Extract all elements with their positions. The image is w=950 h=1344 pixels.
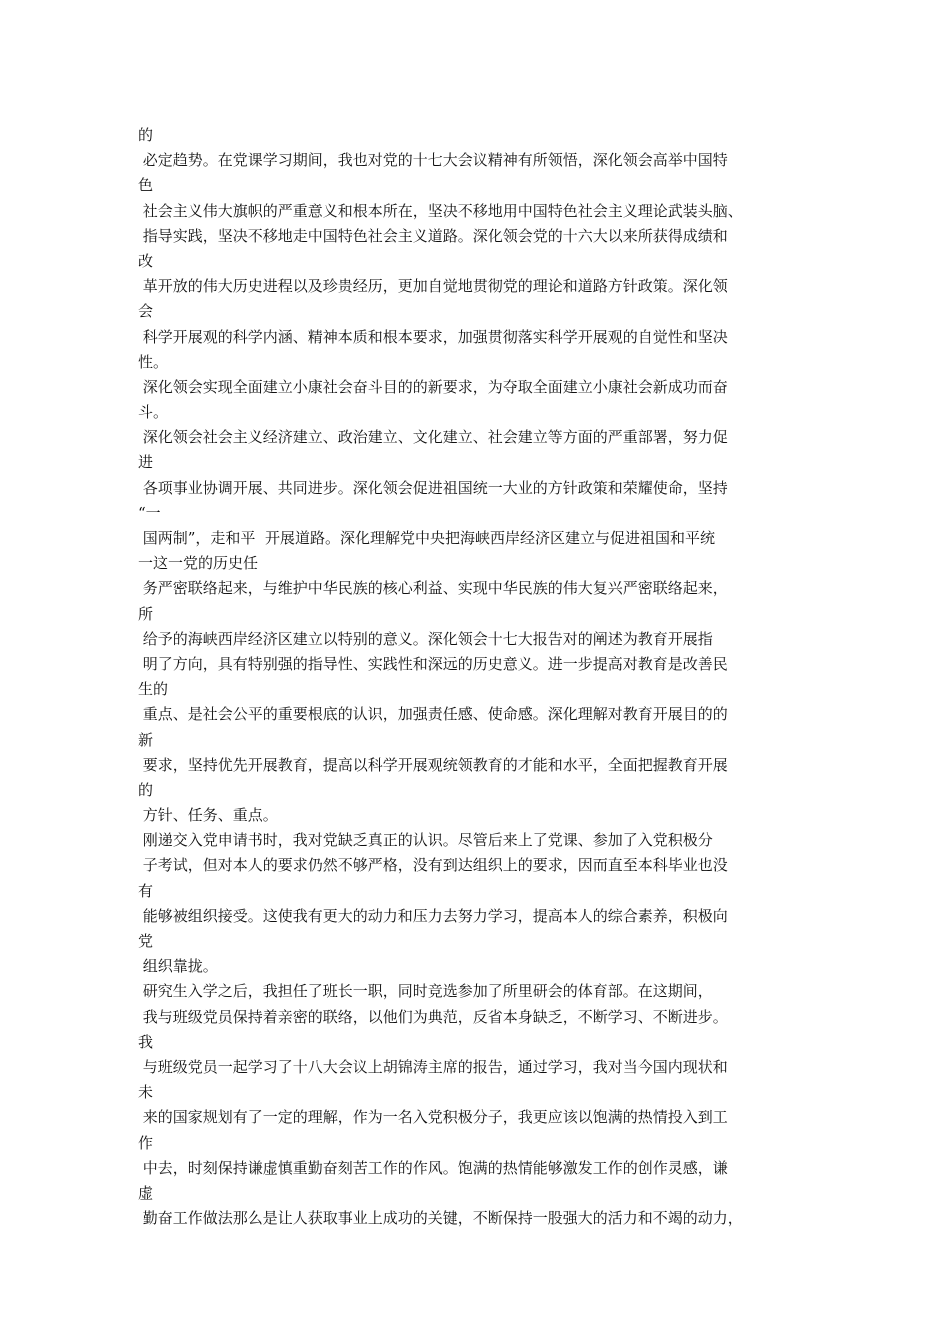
text-line	[138, 1231, 828, 1256]
text-line: 来的国家规划有了一定的理解，作为一名入党积极分子，我更应该以饱满的热情投入到工	[138, 1108, 728, 1127]
text-line: 有	[138, 881, 154, 900]
text-line: 进	[138, 453, 154, 472]
text-line: 指导实践，坚决不移地走中国特色社会主义道路。深化领会党的十六大以来所获得成绩和	[138, 226, 728, 245]
text-line: “一	[138, 503, 161, 522]
text-line: 给予的海峡西岸经济区建立以特别的意义。深化领会十七大报告对的阐述为教育开展指	[138, 629, 713, 648]
text-line: 勤奋工作做法那么是让人获取事业上成功的关键，不断保持一股强大的活力和不竭的动力，	[138, 1209, 743, 1228]
text-line: 斗。	[138, 403, 169, 422]
text-line: 各项事业协调开展、共同进步。深化领会促进祖国统一大业的方针政策和荣耀使命，坚持	[138, 478, 728, 497]
text-line: 所	[138, 604, 154, 623]
text-line: 能够被组织接受。这使我有更大的动力和压力去努力学习，提高本人的综合素养，积极向	[138, 906, 728, 925]
text-line: 的	[138, 780, 154, 799]
text-line: 我与班级党员保持着亲密的联络，以他们为典范，反省本身缺乏，不断学习、不断进步。	[138, 1007, 728, 1026]
text-line: 性。	[138, 352, 169, 371]
text-line: 刚递交入党申请书时，我对党缺乏真正的认识。尽管后来上了党课、参加了入党积极分	[138, 831, 713, 850]
text-line: 务严密联络起来，与维护中华民族的核心利益、实现中华民族的伟大复兴严密联络起来，	[138, 579, 728, 598]
text-line: 深化领会实现全面建立小康社会奋斗目的的新要求，为夺取全面建立小康社会新成功而奋	[138, 377, 728, 396]
text-line: 的	[138, 126, 154, 144]
text-line: 必定趋势。在党课学习期间，我也对党的十七大会议精神有所领悟，深化领会高举中国特	[138, 151, 728, 170]
text-line: 子考试，但对本人的要求仍然不够严格，没有到达组织上的要求，因而直至本科毕业也没	[138, 856, 728, 875]
text-line: 组织靠拢。	[138, 957, 218, 976]
text-line: 与班级党员一起学习了十八大会议上胡锦涛主席的报告，通过学习，我对当今国内现状和	[138, 1057, 728, 1076]
text-line: 未	[138, 1083, 154, 1102]
text-line: 社会主义伟大旗帜的严重意义和根本所在，坚决不移地用中国特色社会主义理论武装头脑、	[138, 201, 743, 220]
text-line: 革开放的伟大历史进程以及珍贵经历，更加自觉地贯彻党的理论和道路方针政策。深化领	[138, 277, 728, 296]
text-line: 研究生入学之后，我担任了班长一职，同时竞选参加了所里研会的体育部。在这期间，	[138, 982, 713, 1001]
text-line: 生的	[138, 680, 169, 699]
text-line: 方针、任务、重点。	[138, 806, 278, 825]
text-line: 重点、是社会公平的重要根底的认识，加强责任感、使命感。深化理解对教育开展目的的	[138, 705, 728, 724]
text-line: 深化领会社会主义经济建立、政治建立、文化建立、社会建立等方面的严重部署，努力促	[138, 428, 728, 447]
text-line: 会	[138, 302, 154, 321]
text-line: 我	[138, 1032, 154, 1051]
text-line: 明了方向，具有特别强的指导性、实践性和深远的历史意义。进一步提高对教育是改善民	[138, 654, 728, 673]
text-line: 新	[138, 730, 154, 749]
text-line: 色	[138, 176, 154, 195]
text-line: 科学开展观的科学内涵、精神本质和根本要求，加强贯彻落实科学开展观的自觉性和坚决	[138, 327, 728, 346]
text-line: 党	[138, 932, 154, 950]
text-line: 国两制”，走和平 开展道路。深化理解党中央把海峡西岸经济区建立与促进祖国和平统	[138, 529, 715, 547]
text-line: 虚	[138, 1183, 154, 1202]
text-line: 改	[138, 251, 154, 270]
text-line: 一这一党的历史任	[138, 554, 259, 573]
body-text	[138, 123, 828, 1256]
text-line: 要求，坚持优先开展教育，提高以科学开展观统领教育的才能和水平，全面把握教育开展	[138, 755, 728, 774]
text-line: 中去，时刻保持谦虚慎重勤奋刻苦工作的作风。饱满的热情能够激发工作的创作灵感，谦	[138, 1158, 728, 1177]
text-line: 作	[138, 1133, 154, 1152]
